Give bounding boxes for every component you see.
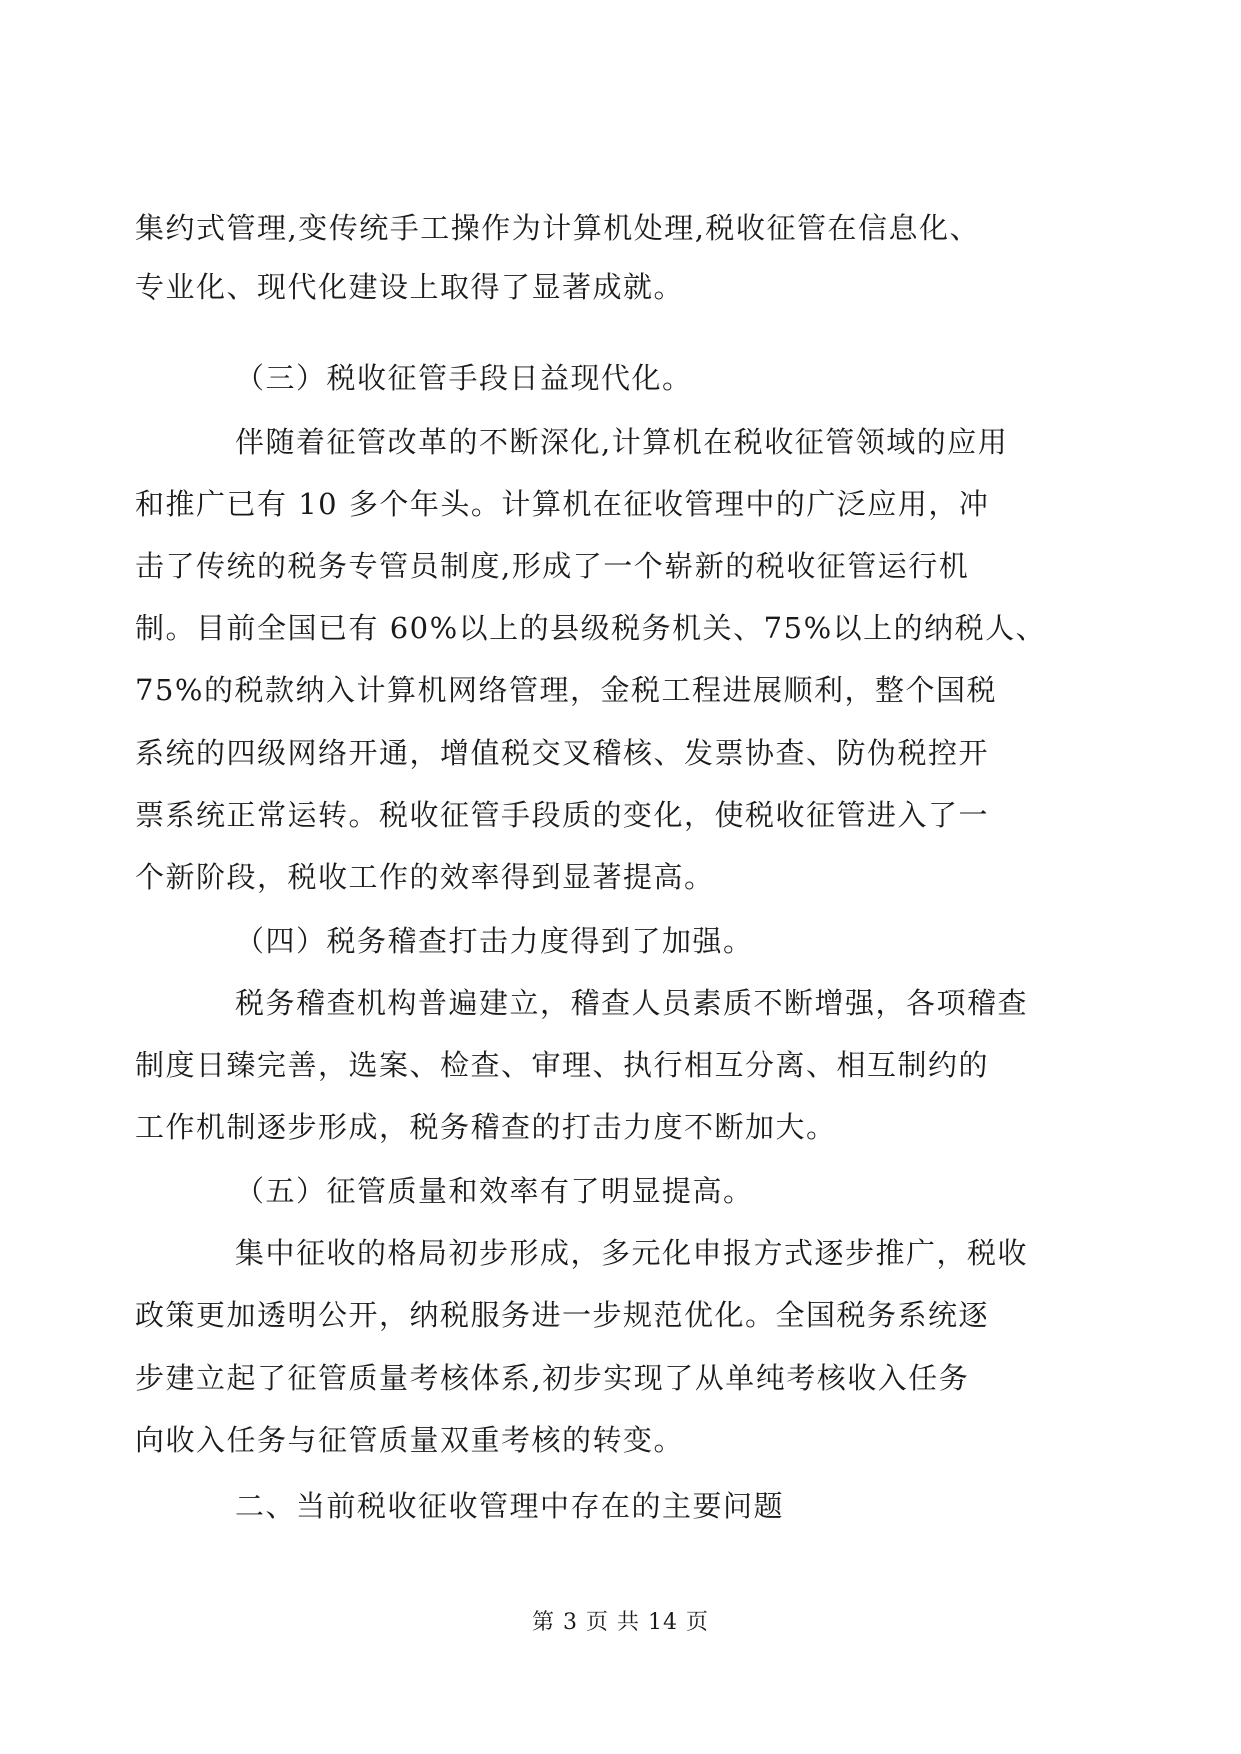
chapter-heading: 二、当前税收征收管理中存在的主要问题 <box>235 1489 785 1523</box>
paragraph-line: 击了传统的税务专管员制度,形成了一个崭新的税收征管运行机 <box>135 549 970 583</box>
paragraph-line: 系统的四级网络开通，增值税交叉稽核、发票协查、防伪税控开 <box>135 736 990 770</box>
paragraph-line: 专业化、现代化建设上取得了显著成就。 <box>135 270 685 304</box>
paragraph-line: 工作机制逐步形成，税务稽查的打击力度不断加大。 <box>135 1110 837 1144</box>
paragraph-line: 税务稽查机构普遍建立，稽查人员素质不断增强，各项稽查 <box>235 986 1029 1020</box>
paragraph-line: 步建立起了征管质量考核体系,初步实现了从单纯考核收入任务 <box>135 1361 970 1395</box>
paragraph-line: 向收入任务与征管质量双重考核的转变。 <box>135 1423 685 1457</box>
section-heading: （四）税务稽查打击力度得到了加强。 <box>235 924 754 958</box>
paragraph-line: 制。目前全国已有 60%以上的县级税务机关、75%以上的纳税人、 <box>135 611 1047 645</box>
paragraph-line: 集约式管理,变传统手工操作为计算机处理,税收征管在信息化、 <box>135 211 980 245</box>
paragraph-line: 个新阶段，税收工作的效率得到显著提高。 <box>135 860 715 894</box>
paragraph-line: 政策更加透明公开，纳税服务进一步规范优化。全国税务系统逐 <box>135 1298 990 1332</box>
paragraph-line: 伴随着征管改革的不断深化,计算机在税收征管领域的应用 <box>235 425 1009 459</box>
paragraph-line: 75%的税款纳入计算机网络管理，金税工程进展顺利，整个国税 <box>135 673 997 707</box>
section-heading: （三）税收征管手段日益现代化。 <box>235 361 693 395</box>
paragraph-line: 集中征收的格局初步形成，多元化申报方式逐步推广，税收 <box>235 1236 1029 1270</box>
paragraph-line: 制度日臻完善，选案、检查、审理、执行相互分离、相互制约的 <box>135 1048 990 1082</box>
section-heading: （五）征管质量和效率有了明显提高。 <box>235 1174 754 1208</box>
paragraph-line: 和推广已有 10 多个年头。计算机在征收管理中的广泛应用，冲 <box>135 487 990 521</box>
page-number-footer: 第 3 页 共 14 页 <box>532 1610 709 1635</box>
paragraph-line: 票系统正常运转。税收征管手段质的变化，使税收征管进入了一 <box>135 798 990 832</box>
